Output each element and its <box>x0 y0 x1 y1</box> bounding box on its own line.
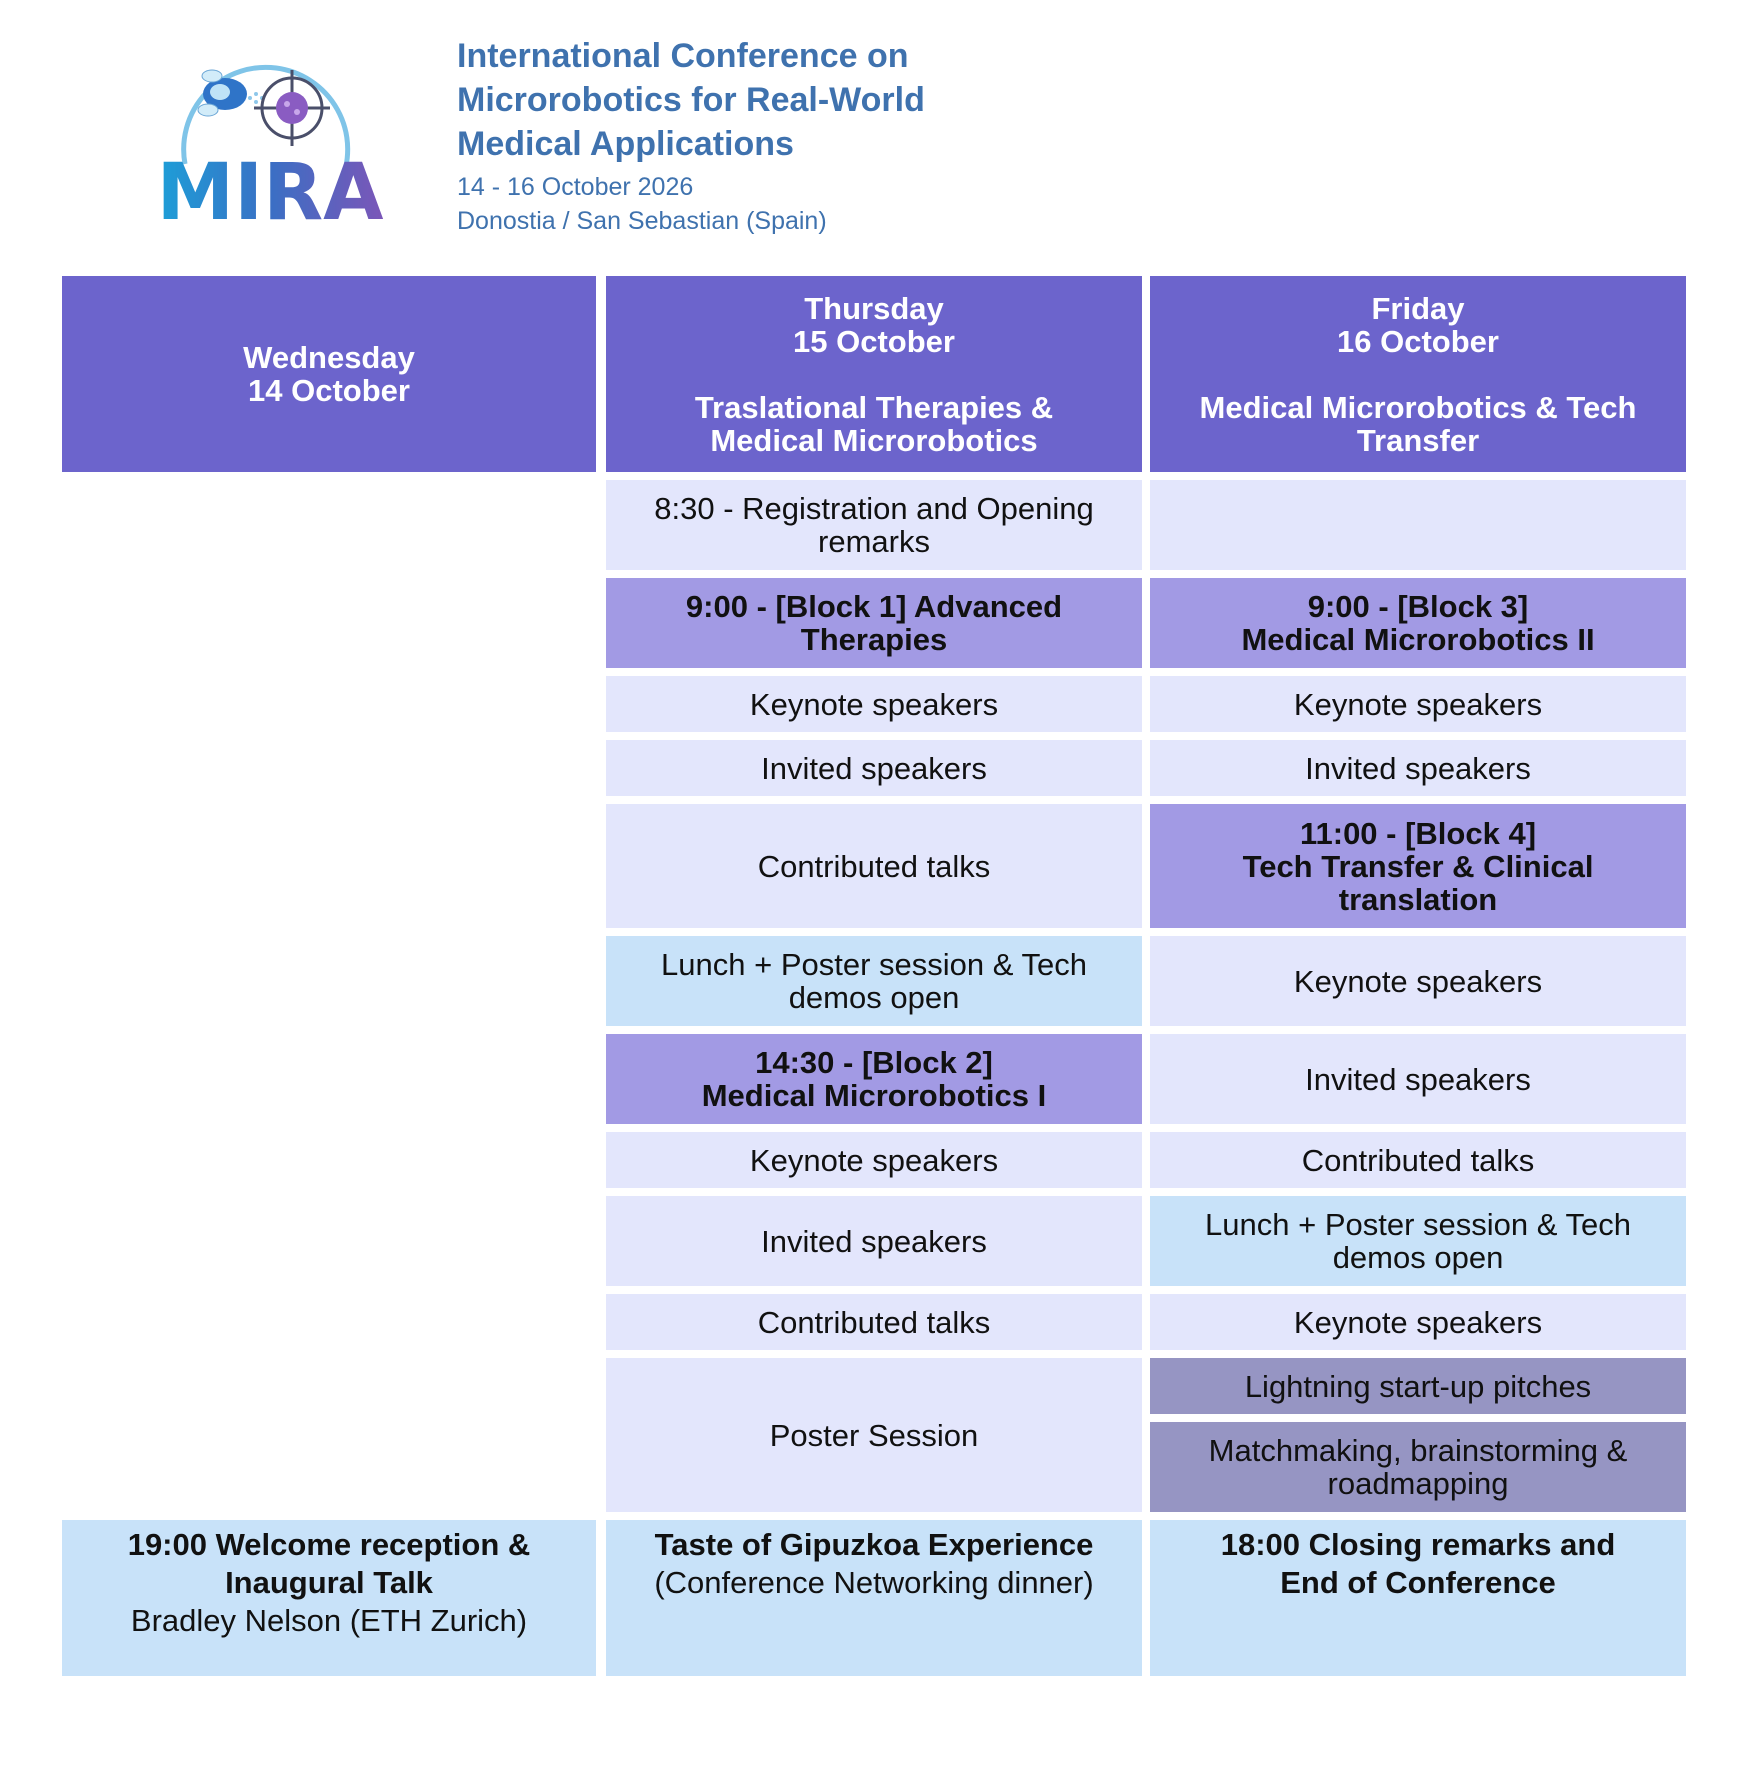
day-date: 16 October <box>1337 323 1499 359</box>
block-title: translation <box>1338 881 1498 917</box>
thursday-invited-1: Invited speakers <box>606 740 1142 796</box>
evening-title: Inaugural Talk <box>225 1565 433 1600</box>
evening-title: Taste of Gipuzkoa Experience <box>654 1527 1094 1562</box>
thursday-block-2 <box>606 1034 1142 1124</box>
mira-logo <box>150 24 390 234</box>
friday-startup-pitches: Lightning start-up pitches <box>1150 1358 1686 1414</box>
session-text: Matchmaking, brainstorming & <box>1208 1433 1628 1468</box>
day-theme-line: Traslational Therapies & <box>694 389 1054 425</box>
block-title: Medical Microrobotics II <box>1241 622 1595 657</box>
friday-invited-2: Invited speakers <box>1150 1034 1686 1124</box>
microrobot-logo-icon <box>150 24 390 234</box>
friday-empty-slot <box>1150 480 1686 570</box>
session-text: Lunch + Poster session & Tech <box>1205 1207 1631 1242</box>
thursday-block-1 <box>606 578 1142 668</box>
block-title: Therapies <box>800 622 948 657</box>
friday-lunch <box>1150 1196 1686 1286</box>
day-header-wednesday <box>62 276 596 472</box>
wednesday-evening <box>62 1520 596 1676</box>
friday-matchmaking <box>1150 1422 1686 1512</box>
friday-keynote-2: Keynote speakers <box>1150 936 1686 1026</box>
block-title: 11:00 - [Block 4] <box>1299 815 1537 851</box>
thursday-keynote-2: Keynote speakers <box>606 1132 1142 1188</box>
block-title: 14:30 - [Block 2] <box>755 1045 993 1080</box>
day-theme-line: Transfer <box>1356 422 1480 458</box>
conference-title <box>457 34 1057 166</box>
evening-title: End of Conference <box>1280 1565 1556 1600</box>
thursday-invited-2: Invited speakers <box>606 1196 1142 1286</box>
session-text: 8:30 - Registration and Opening <box>654 491 1094 526</box>
title-line: International Conference on <box>457 37 909 75</box>
evening-title: 19:00 Welcome reception & <box>127 1527 531 1562</box>
session-text: demos open <box>1332 1240 1504 1275</box>
thursday-contributed-1: Contributed talks <box>606 804 1142 928</box>
friday-evening <box>1150 1520 1686 1676</box>
day-name: Friday <box>1371 290 1465 326</box>
friday-block-3 <box>1150 578 1686 668</box>
block-title: 9:00 - [Block 1] Advanced <box>685 589 1063 624</box>
thursday-keynote-1: Keynote speakers <box>606 676 1142 732</box>
title-line: Microrobotics for Real-World <box>457 81 925 119</box>
day-name: Wednesday <box>243 340 415 375</box>
day-header-friday <box>1150 276 1686 472</box>
block-title: 9:00 - [Block 3] <box>1307 589 1529 624</box>
evening-speaker: Bradley Nelson (ETH Zurich) <box>130 1603 528 1638</box>
friday-keynote-3: Keynote speakers <box>1150 1294 1686 1350</box>
block-title: Tech Transfer & Clinical <box>1242 848 1594 884</box>
day-date: 15 October <box>793 323 955 359</box>
friday-block-4 <box>1150 804 1686 928</box>
day-theme-line: Medical Microrobotics <box>710 422 1038 458</box>
evening-title: 18:00 Closing remarks and <box>1220 1527 1616 1562</box>
session-text: demos open <box>788 980 960 1015</box>
thursday-evening <box>606 1520 1142 1676</box>
thursday-lunch <box>606 936 1142 1026</box>
session-text: remarks <box>818 524 930 559</box>
logo-wordmark: MIRA <box>156 148 384 234</box>
day-date: 14 October <box>248 373 410 408</box>
friday-contributed: Contributed talks <box>1150 1132 1686 1188</box>
thursday-registration <box>606 480 1142 570</box>
thursday-poster-session: Poster Session <box>606 1358 1142 1512</box>
day-header-thursday <box>606 276 1142 472</box>
conference-dates: 14 - 16 October 2026 <box>457 173 694 201</box>
friday-keynote-1: Keynote speakers <box>1150 676 1686 732</box>
conference-venue: Donostia / San Sebastian (Spain) <box>457 207 827 235</box>
thursday-contributed-2: Contributed talks <box>606 1294 1142 1350</box>
day-name: Thursday <box>804 290 944 326</box>
day-theme-line: Medical Microrobotics & Tech <box>1199 389 1637 425</box>
session-text: roadmapping <box>1327 1466 1509 1501</box>
title-line: Medical Applications <box>457 125 794 163</box>
evening-subtitle: (Conference Networking dinner) <box>654 1565 1094 1600</box>
block-title: Medical Microrobotics I <box>701 1078 1047 1113</box>
friday-invited-1: Invited speakers <box>1150 740 1686 796</box>
session-text: Lunch + Poster session & Tech <box>661 947 1087 982</box>
